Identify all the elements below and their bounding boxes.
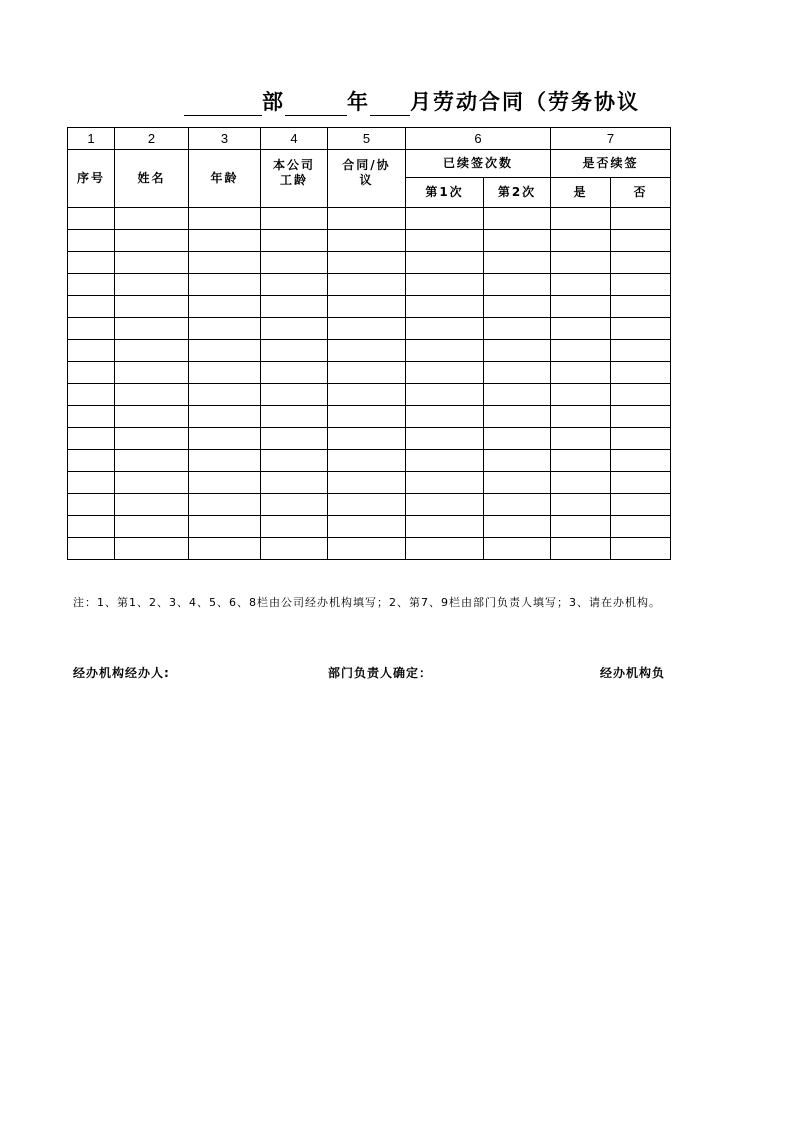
table-cell[interactable]	[551, 274, 611, 296]
table-cell[interactable]	[484, 406, 551, 428]
header-row-1	[68, 150, 671, 178]
table-row	[68, 384, 671, 406]
table-cell[interactable]	[261, 538, 328, 560]
table-cell[interactable]	[189, 340, 261, 362]
year-blank[interactable]	[285, 91, 347, 116]
table-cell[interactable]	[115, 538, 189, 560]
table-cell[interactable]	[328, 318, 406, 340]
table-cell[interactable]	[551, 230, 611, 252]
note-text: 注：1、第1、2、3、4、5、6、8栏由公司经办机构填写；2、第7、9栏由部门负责人填写；3、请在办机构。	[73, 596, 661, 609]
table-row	[68, 428, 671, 450]
table-cell[interactable]	[551, 208, 611, 230]
table-cell[interactable]	[261, 494, 328, 516]
table-cell[interactable]	[328, 296, 406, 318]
table-row	[68, 472, 671, 494]
table-cell[interactable]	[68, 494, 115, 516]
table-cell[interactable]	[328, 340, 406, 362]
table-cell[interactable]	[68, 516, 115, 538]
table-cell[interactable]	[484, 208, 551, 230]
column-number: 4	[261, 128, 328, 150]
column-number: 6	[406, 128, 551, 150]
table-cell[interactable]	[68, 472, 115, 494]
table-cell[interactable]	[261, 516, 328, 538]
header-seq: 序号	[68, 150, 115, 208]
table-cell[interactable]	[261, 296, 328, 318]
table-cell[interactable]	[406, 274, 484, 296]
table-cell[interactable]	[261, 252, 328, 274]
handler-signature-label: 经办机构经办人:	[73, 666, 170, 680]
contract-renewal-table	[67, 127, 671, 560]
table-cell[interactable]	[406, 472, 484, 494]
table-cell[interactable]	[68, 208, 115, 230]
agency-head-signature-label: 经办机构负	[600, 666, 666, 680]
table-cell[interactable]	[611, 318, 671, 340]
column-number: 7	[551, 128, 671, 150]
table-cell[interactable]	[611, 274, 671, 296]
table-cell[interactable]	[406, 428, 484, 450]
table-cell[interactable]	[68, 230, 115, 252]
table-cell[interactable]	[611, 450, 671, 472]
title-dept-text: 部	[262, 90, 285, 114]
table-cell[interactable]	[189, 428, 261, 450]
header-name: 姓名	[115, 150, 189, 208]
table-cell[interactable]	[611, 384, 671, 406]
table-cell[interactable]	[261, 362, 328, 384]
table-cell[interactable]	[189, 296, 261, 318]
table-cell[interactable]	[551, 252, 611, 274]
table-cell[interactable]	[406, 538, 484, 560]
table-cell[interactable]	[328, 450, 406, 472]
table-cell[interactable]	[328, 362, 406, 384]
table-cell[interactable]	[484, 362, 551, 384]
table-cell[interactable]	[484, 296, 551, 318]
table-cell[interactable]	[261, 472, 328, 494]
document-title	[184, 86, 640, 116]
table-body	[68, 208, 671, 560]
table-cell[interactable]	[68, 406, 115, 428]
table-cell[interactable]	[406, 340, 484, 362]
table-cell[interactable]	[484, 318, 551, 340]
header-company-years-line1: 本公司	[272, 158, 315, 172]
table-cell[interactable]	[328, 252, 406, 274]
table-cell[interactable]	[611, 252, 671, 274]
table-cell[interactable]	[68, 318, 115, 340]
table-cell[interactable]	[551, 384, 611, 406]
table-cell[interactable]	[551, 428, 611, 450]
table-cell[interactable]	[68, 340, 115, 362]
table-cell[interactable]	[611, 516, 671, 538]
table-cell[interactable]	[189, 406, 261, 428]
column-number: 3	[189, 128, 261, 150]
table-row	[68, 516, 671, 538]
table-cell[interactable]	[484, 274, 551, 296]
table-cell[interactable]	[189, 274, 261, 296]
table-cell[interactable]	[189, 384, 261, 406]
month-blank[interactable]	[370, 91, 410, 116]
table-cell[interactable]	[484, 340, 551, 362]
column-number-row	[68, 128, 671, 150]
header-renew-or-not: 是否续签	[551, 150, 671, 178]
table-cell[interactable]	[611, 406, 671, 428]
table-row	[68, 208, 671, 230]
table-cell[interactable]	[328, 428, 406, 450]
table-cell[interactable]	[551, 296, 611, 318]
table-cell[interactable]	[68, 538, 115, 560]
header-renewal-count: 已续签次数	[406, 150, 551, 178]
table-cell[interactable]	[261, 384, 328, 406]
table-cell[interactable]	[406, 252, 484, 274]
table-cell[interactable]	[261, 274, 328, 296]
table-cell[interactable]	[261, 208, 328, 230]
table-cell[interactable]	[68, 274, 115, 296]
table-cell[interactable]	[115, 450, 189, 472]
table-cell[interactable]	[484, 230, 551, 252]
table-cell[interactable]	[551, 340, 611, 362]
table-cell[interactable]	[406, 318, 484, 340]
table-cell[interactable]	[484, 516, 551, 538]
table-cell[interactable]	[611, 296, 671, 318]
table-cell[interactable]	[189, 516, 261, 538]
table-cell[interactable]	[484, 428, 551, 450]
table-cell[interactable]	[484, 384, 551, 406]
header-age: 年龄	[189, 150, 261, 208]
column-number: 2	[115, 128, 189, 150]
table-cell[interactable]	[484, 472, 551, 494]
table-row	[68, 274, 671, 296]
table-cell[interactable]	[115, 384, 189, 406]
table-cell[interactable]	[406, 406, 484, 428]
table-cell[interactable]	[261, 230, 328, 252]
table-cell[interactable]	[611, 428, 671, 450]
table-row	[68, 230, 671, 252]
table-cell[interactable]	[484, 494, 551, 516]
department-blank[interactable]	[184, 91, 262, 116]
table-cell[interactable]	[328, 494, 406, 516]
table-cell[interactable]	[189, 538, 261, 560]
table-cell[interactable]	[551, 538, 611, 560]
table-cell[interactable]	[484, 538, 551, 560]
table-cell[interactable]	[328, 208, 406, 230]
header-no: 否	[611, 178, 671, 208]
table-row	[68, 296, 671, 318]
table-cell[interactable]	[261, 450, 328, 472]
header-company-years	[261, 150, 328, 208]
table-cell[interactable]	[406, 208, 484, 230]
header-contract	[328, 150, 406, 208]
table-cell[interactable]	[328, 406, 406, 428]
table-cell[interactable]	[328, 384, 406, 406]
table-cell[interactable]	[406, 296, 484, 318]
dept-confirm-signature-label: 部门负责人确定：	[328, 666, 433, 680]
table-cell[interactable]	[261, 318, 328, 340]
table-cell[interactable]	[328, 274, 406, 296]
table-cell[interactable]	[328, 538, 406, 560]
table-cell[interactable]	[68, 450, 115, 472]
table-cell[interactable]	[484, 450, 551, 472]
table-cell[interactable]	[328, 230, 406, 252]
table-cell[interactable]	[406, 362, 484, 384]
header-contract-line2: 议	[359, 173, 374, 187]
column-number: 1	[68, 128, 115, 150]
table-cell[interactable]	[611, 362, 671, 384]
table-cell[interactable]	[115, 318, 189, 340]
table-cell[interactable]	[115, 472, 189, 494]
table-cell[interactable]	[551, 450, 611, 472]
table-row	[68, 362, 671, 384]
table-row	[68, 538, 671, 560]
table-cell[interactable]	[611, 230, 671, 252]
table-cell[interactable]	[115, 428, 189, 450]
table-cell[interactable]	[115, 340, 189, 362]
table-cell[interactable]	[68, 384, 115, 406]
table-cell[interactable]	[115, 252, 189, 274]
table-cell[interactable]	[115, 208, 189, 230]
table-cell[interactable]	[261, 406, 328, 428]
table-cell[interactable]	[189, 252, 261, 274]
title-main-text: 月劳动合同（劳务协议	[410, 90, 640, 114]
table-cell[interactable]	[611, 538, 671, 560]
table-cell[interactable]	[261, 428, 328, 450]
table-cell[interactable]	[115, 494, 189, 516]
table-cell[interactable]	[189, 362, 261, 384]
header-yes: 是	[551, 178, 611, 208]
table-cell[interactable]	[68, 252, 115, 274]
title-year-text: 年	[347, 90, 370, 114]
table-cell[interactable]	[328, 472, 406, 494]
table-cell[interactable]	[611, 472, 671, 494]
table-cell[interactable]	[68, 428, 115, 450]
table-row	[68, 406, 671, 428]
header-contract-line1: 合同/协	[342, 158, 391, 172]
table-cell[interactable]	[551, 494, 611, 516]
table-cell[interactable]	[189, 230, 261, 252]
table-cell[interactable]	[189, 318, 261, 340]
table-cell[interactable]	[484, 252, 551, 274]
table-cell[interactable]	[115, 406, 189, 428]
table-row	[68, 252, 671, 274]
table-cell[interactable]	[115, 230, 189, 252]
table-cell[interactable]	[115, 362, 189, 384]
table-cell[interactable]	[115, 274, 189, 296]
table-cell[interactable]	[611, 494, 671, 516]
column-number: 5	[328, 128, 406, 150]
table-cell[interactable]	[68, 362, 115, 384]
table-cell[interactable]	[406, 384, 484, 406]
table-cell[interactable]	[68, 296, 115, 318]
table-cell[interactable]	[189, 472, 261, 494]
table-cell[interactable]	[611, 340, 671, 362]
table-row	[68, 450, 671, 472]
table-cell[interactable]	[115, 516, 189, 538]
header-company-years-line2: 工龄	[279, 173, 308, 187]
table-cell[interactable]	[328, 516, 406, 538]
table-cell[interactable]	[406, 450, 484, 472]
table-cell[interactable]	[261, 340, 328, 362]
table-cell[interactable]	[115, 296, 189, 318]
table-cell[interactable]	[406, 494, 484, 516]
table-cell[interactable]	[406, 516, 484, 538]
table-row	[68, 340, 671, 362]
table-cell[interactable]	[189, 494, 261, 516]
table-cell[interactable]	[551, 516, 611, 538]
table-cell[interactable]	[611, 208, 671, 230]
table-cell[interactable]	[189, 208, 261, 230]
table-cell[interactable]	[551, 318, 611, 340]
table-cell[interactable]	[406, 230, 484, 252]
table-row	[68, 494, 671, 516]
table-row	[68, 318, 671, 340]
table-cell[interactable]	[551, 406, 611, 428]
table-cell[interactable]	[551, 472, 611, 494]
header-second-renewal: 第2次	[484, 178, 551, 208]
header-first-renewal: 第1次	[406, 178, 484, 208]
table-cell[interactable]	[189, 450, 261, 472]
table-cell[interactable]	[551, 362, 611, 384]
